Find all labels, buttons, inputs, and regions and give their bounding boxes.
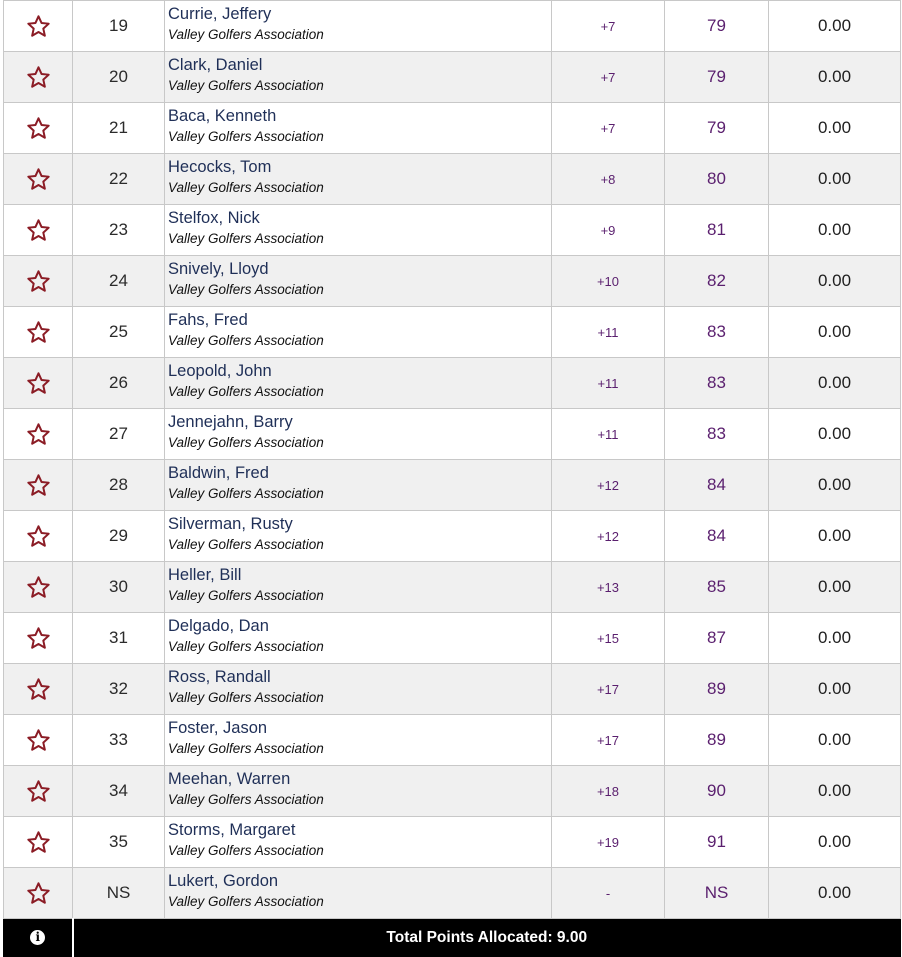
- favorite-star-icon[interactable]: [26, 320, 51, 345]
- player-cell: [165, 715, 552, 766]
- favorite-star-icon[interactable]: [26, 116, 51, 141]
- to-par-cell: +11: [552, 358, 665, 409]
- player-name[interactable]: Jennejahn, Barry: [168, 413, 293, 431]
- player-association: Valley Golfers Association: [168, 485, 324, 501]
- to-par-cell: +11: [552, 409, 665, 460]
- player-name[interactable]: Hecocks, Tom: [168, 158, 272, 176]
- position-cell: 20: [73, 52, 165, 103]
- player-association: Valley Golfers Association: [168, 842, 324, 858]
- player-cell: [165, 817, 552, 868]
- table-row: [4, 511, 901, 562]
- total-score-cell: 84: [665, 460, 769, 511]
- to-par-cell: +17: [552, 715, 665, 766]
- player-association: Valley Golfers Association: [168, 536, 324, 552]
- player-association: Valley Golfers Association: [168, 128, 324, 144]
- player-association: Valley Golfers Association: [168, 383, 324, 399]
- player-cell: [165, 868, 552, 919]
- position-cell: 33: [73, 715, 165, 766]
- total-score-cell: 83: [665, 307, 769, 358]
- player-name[interactable]: Currie, Jeffery: [168, 5, 272, 23]
- player-association: Valley Golfers Association: [168, 689, 324, 705]
- points-cell: 0.00: [769, 562, 901, 613]
- position-cell: 26: [73, 358, 165, 409]
- favorite-star-icon[interactable]: [26, 473, 51, 498]
- total-score-cell: 83: [665, 358, 769, 409]
- table-row: [4, 52, 901, 103]
- player-cell: [165, 154, 552, 205]
- player-association: Valley Golfers Association: [168, 26, 324, 42]
- player-cell: [165, 307, 552, 358]
- points-cell: 0.00: [769, 664, 901, 715]
- favorite-cell: [4, 664, 73, 715]
- player-association: Valley Golfers Association: [168, 434, 324, 450]
- favorite-cell: [4, 307, 73, 358]
- table-row: [4, 256, 901, 307]
- position-cell: 22: [73, 154, 165, 205]
- table-row: [4, 868, 901, 919]
- to-par-cell: +13: [552, 562, 665, 613]
- player-cell: [165, 103, 552, 154]
- to-par-cell: +11: [552, 307, 665, 358]
- player-name[interactable]: Meehan, Warren: [168, 770, 291, 788]
- points-cell: 0.00: [769, 1, 901, 52]
- table-row: [4, 307, 901, 358]
- favorite-cell: [4, 205, 73, 256]
- total-score-cell: 79: [665, 103, 769, 154]
- points-cell: 0.00: [769, 511, 901, 562]
- total-points-allocated: Total Points Allocated: 9.00: [73, 919, 901, 957]
- player-cell: [165, 52, 552, 103]
- player-name[interactable]: Ross, Randall: [168, 668, 271, 686]
- position-cell: 29: [73, 511, 165, 562]
- player-association: Valley Golfers Association: [168, 893, 324, 909]
- table-row: [4, 817, 901, 868]
- favorite-star-icon[interactable]: [26, 575, 51, 600]
- total-score-cell: 85: [665, 562, 769, 613]
- player-name[interactable]: Snively, Lloyd: [168, 260, 269, 278]
- favorite-star-icon[interactable]: [26, 218, 51, 243]
- to-par-cell: +10: [552, 256, 665, 307]
- total-score-cell: 84: [665, 511, 769, 562]
- total-score-cell: 80: [665, 154, 769, 205]
- total-score-cell: 89: [665, 715, 769, 766]
- player-cell: [165, 409, 552, 460]
- favorite-star-icon[interactable]: [26, 830, 51, 855]
- favorite-star-icon[interactable]: [26, 14, 51, 39]
- info-cell: [4, 919, 73, 957]
- points-cell: 0.00: [769, 154, 901, 205]
- player-cell: [165, 766, 552, 817]
- points-cell: 0.00: [769, 613, 901, 664]
- favorite-star-icon[interactable]: [26, 167, 51, 192]
- table-row: [4, 715, 901, 766]
- player-name[interactable]: Delgado, Dan: [168, 617, 269, 635]
- favorite-cell: [4, 613, 73, 664]
- player-cell: [165, 613, 552, 664]
- player-name[interactable]: Storms, Margaret: [168, 821, 296, 839]
- player-name[interactable]: Baldwin, Fred: [168, 464, 269, 482]
- player-cell: [165, 460, 552, 511]
- to-par-cell: +17: [552, 664, 665, 715]
- to-par-cell: +8: [552, 154, 665, 205]
- to-par-cell: +12: [552, 460, 665, 511]
- player-name[interactable]: Fahs, Fred: [168, 311, 248, 329]
- table-row: [4, 766, 901, 817]
- position-cell: 23: [73, 205, 165, 256]
- points-cell: 0.00: [769, 307, 901, 358]
- info-icon[interactable]: i: [30, 930, 45, 945]
- position-cell: 32: [73, 664, 165, 715]
- position-cell: 28: [73, 460, 165, 511]
- player-name[interactable]: Clark, Daniel: [168, 56, 263, 74]
- player-association: Valley Golfers Association: [168, 638, 324, 654]
- favorite-star-icon[interactable]: [26, 626, 51, 651]
- points-cell: 0.00: [769, 409, 901, 460]
- total-score-cell: 87: [665, 613, 769, 664]
- total-score-cell: 91: [665, 817, 769, 868]
- favorite-cell: [4, 766, 73, 817]
- position-cell: 34: [73, 766, 165, 817]
- table-row: [4, 460, 901, 511]
- player-association: Valley Golfers Association: [168, 740, 324, 756]
- to-par-cell: +7: [552, 1, 665, 52]
- favorite-star-icon[interactable]: [26, 65, 51, 90]
- to-par-cell: +18: [552, 766, 665, 817]
- player-name[interactable]: Silverman, Rusty: [168, 515, 293, 533]
- table-row: [4, 1, 901, 52]
- total-score-cell: 90: [665, 766, 769, 817]
- player-association: Valley Golfers Association: [168, 281, 324, 297]
- table-row: [4, 103, 901, 154]
- position-cell: 21: [73, 103, 165, 154]
- player-association: Valley Golfers Association: [168, 230, 324, 246]
- favorite-cell: [4, 103, 73, 154]
- favorite-cell: [4, 1, 73, 52]
- position-cell: 25: [73, 307, 165, 358]
- to-par-cell: +19: [552, 817, 665, 868]
- position-cell: 35: [73, 817, 165, 868]
- favorite-cell: [4, 358, 73, 409]
- player-association: Valley Golfers Association: [168, 77, 324, 93]
- player-name[interactable]: Stelfox, Nick: [168, 209, 260, 227]
- favorite-star-icon[interactable]: [26, 677, 51, 702]
- points-cell: 0.00: [769, 460, 901, 511]
- player-cell: [165, 562, 552, 613]
- to-par-cell: -: [552, 868, 665, 919]
- position-cell: NS: [73, 868, 165, 919]
- position-cell: 31: [73, 613, 165, 664]
- points-cell: 0.00: [769, 868, 901, 919]
- position-cell: 24: [73, 256, 165, 307]
- points-cell: 0.00: [769, 358, 901, 409]
- points-cell: 0.00: [769, 766, 901, 817]
- points-cell: 0.00: [769, 817, 901, 868]
- favorite-cell: [4, 562, 73, 613]
- player-cell: [165, 205, 552, 256]
- total-score-cell: 81: [665, 205, 769, 256]
- favorite-star-icon[interactable]: [26, 422, 51, 447]
- player-name[interactable]: Foster, Jason: [168, 719, 268, 737]
- favorite-cell: [4, 511, 73, 562]
- points-cell: 0.00: [769, 205, 901, 256]
- to-par-cell: +7: [552, 52, 665, 103]
- leaderboard-rows: [4, 1, 901, 919]
- favorite-star-icon[interactable]: [26, 779, 51, 804]
- table-row: [4, 358, 901, 409]
- player-association: Valley Golfers Association: [168, 791, 324, 807]
- table-row: [4, 613, 901, 664]
- player-name[interactable]: Lukert, Gordon: [168, 872, 279, 890]
- position-cell: 30: [73, 562, 165, 613]
- table-row: [4, 205, 901, 256]
- points-cell: 0.00: [769, 715, 901, 766]
- favorite-star-icon[interactable]: [26, 728, 51, 753]
- points-cell: 0.00: [769, 256, 901, 307]
- player-cell: [165, 256, 552, 307]
- to-par-cell: +9: [552, 205, 665, 256]
- to-par-cell: +7: [552, 103, 665, 154]
- player-cell: [165, 664, 552, 715]
- favorite-cell: [4, 460, 73, 511]
- position-cell: 27: [73, 409, 165, 460]
- to-par-cell: +15: [552, 613, 665, 664]
- player-cell: [165, 358, 552, 409]
- points-cell: 0.00: [769, 103, 901, 154]
- favorite-cell: [4, 817, 73, 868]
- total-score-cell: NS: [665, 868, 769, 919]
- table-row: [4, 409, 901, 460]
- position-cell: 19: [73, 1, 165, 52]
- favorite-star-icon[interactable]: [26, 269, 51, 294]
- favorite-star-icon[interactable]: [26, 524, 51, 549]
- to-par-cell: +12: [552, 511, 665, 562]
- favorite-star-icon[interactable]: [26, 881, 51, 906]
- favorite-cell: [4, 868, 73, 919]
- table-row: [4, 154, 901, 205]
- total-score-cell: 83: [665, 409, 769, 460]
- favorite-cell: [4, 715, 73, 766]
- table-row: [4, 562, 901, 613]
- player-association: Valley Golfers Association: [168, 332, 324, 348]
- leaderboard-footer: [4, 919, 901, 957]
- player-cell: [165, 1, 552, 52]
- total-score-cell: 79: [665, 1, 769, 52]
- player-cell: [165, 511, 552, 562]
- player-association: Valley Golfers Association: [168, 587, 324, 603]
- table-row: [4, 664, 901, 715]
- player-name[interactable]: Baca, Kenneth: [168, 107, 277, 125]
- favorite-star-icon[interactable]: [26, 371, 51, 396]
- favorite-cell: [4, 409, 73, 460]
- leaderboard-table: [3, 0, 901, 957]
- player-name[interactable]: Heller, Bill: [168, 566, 242, 584]
- total-score-cell: 89: [665, 664, 769, 715]
- total-score-cell: 79: [665, 52, 769, 103]
- player-association: Valley Golfers Association: [168, 179, 324, 195]
- favorite-cell: [4, 154, 73, 205]
- favorite-cell: [4, 256, 73, 307]
- total-score-cell: 82: [665, 256, 769, 307]
- player-name[interactable]: Leopold, John: [168, 362, 272, 380]
- favorite-cell: [4, 52, 73, 103]
- points-cell: 0.00: [769, 52, 901, 103]
